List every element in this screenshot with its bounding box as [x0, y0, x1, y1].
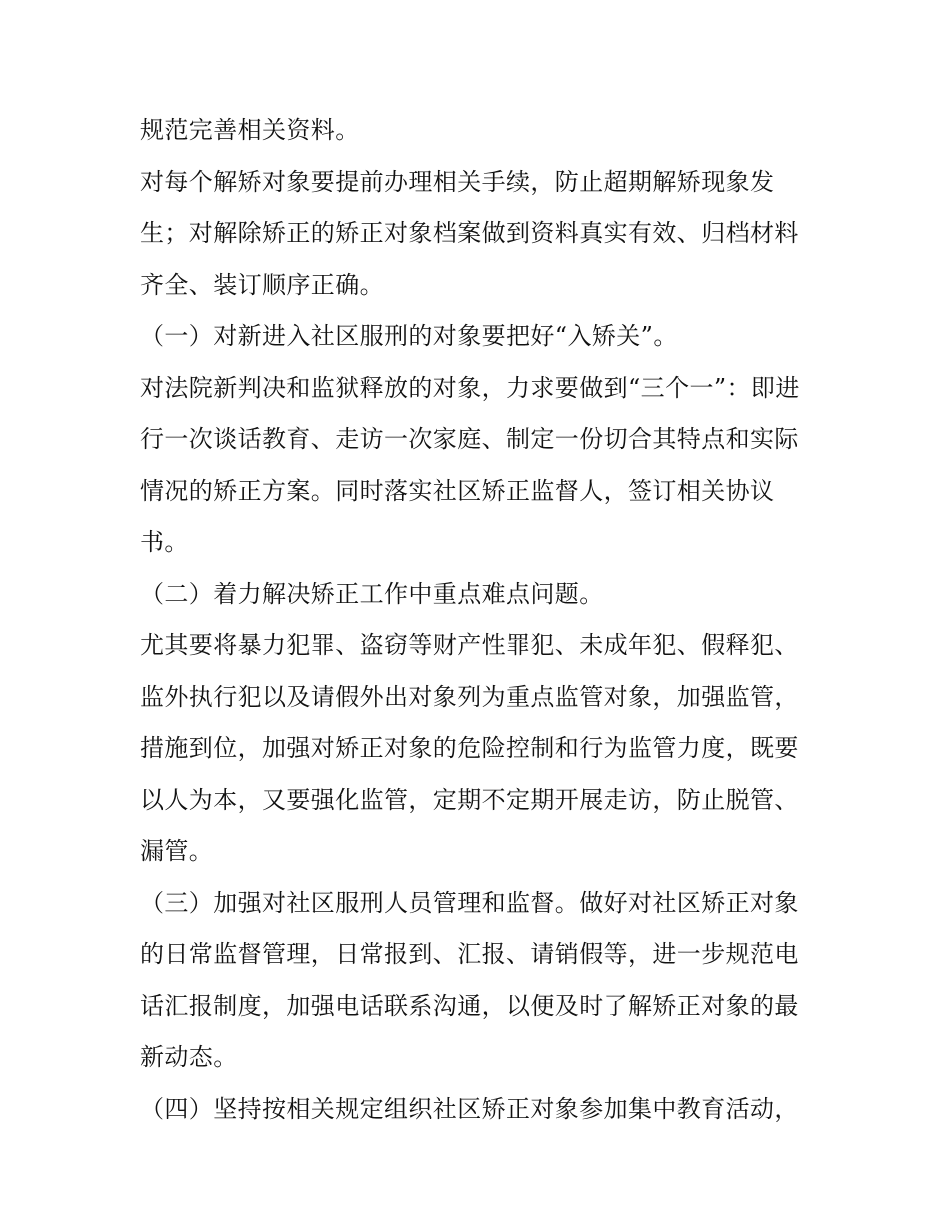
text-line: 以人为本，又要强化监管，定期不定期开展走访，防止脱管、 — [140, 785, 799, 814]
section-heading-1: （一）对新进入社区服刑的对象要把好“入矫关”。 — [140, 322, 678, 350]
text-line: 对法院新判决和监狱释放的对象，力求要做到“三个一”：即进 — [140, 373, 800, 402]
text-line: 书。 — [140, 528, 189, 556]
section-heading-2: （二）着力解决矫正工作中重点难点问题。 — [140, 579, 604, 608]
text-line: 情况的矫正方案。同时落实社区矫正监督人，签订相关协议 — [140, 476, 775, 505]
text-line: 尤其要将暴力犯罪、盗窃等财产性罪犯、未成年犯、假释犯、 — [140, 631, 799, 659]
text-line: 生；对解除矫正的矫正对象档案做到资料真实有效、归档材料 — [140, 219, 799, 247]
text-line: 监外执行犯以及请假外出对象列为重点监管对象，加强监管， — [140, 682, 799, 711]
text-line: 对每个解矫对象要提前办理相关手续，防止超期解矫现象发 — [140, 167, 775, 196]
text-line: 新动态。 — [140, 1043, 238, 1071]
text-line: 措施到位，加强对矫正对象的危险控制和行为监管力度，既要 — [140, 734, 799, 762]
section-heading-4: （四）坚持按相关规定组织社区矫正对象参加集中教育活动， — [140, 1094, 799, 1123]
text-line: 齐全、装订顺序正确。 — [140, 270, 384, 299]
text-line: 行一次谈话教育、走访一次家庭、制定一份切合其特点和实际 — [140, 425, 799, 453]
section-heading-3: （三）加强对社区服刑人员管理和监督。做好对社区矫正对象 — [140, 888, 799, 917]
document-body — [140, 105, 820, 1135]
text-line: 话汇报制度，加强电话联系沟通，以便及时了解矫正对象的最 — [140, 991, 799, 1020]
text-line: 漏管。 — [140, 837, 214, 865]
text-line: 的日常监督管理，日常报到、汇报、请销假等，进一步规范电 — [140, 940, 799, 968]
text-line: 规范完善相关资料。 — [140, 116, 360, 144]
